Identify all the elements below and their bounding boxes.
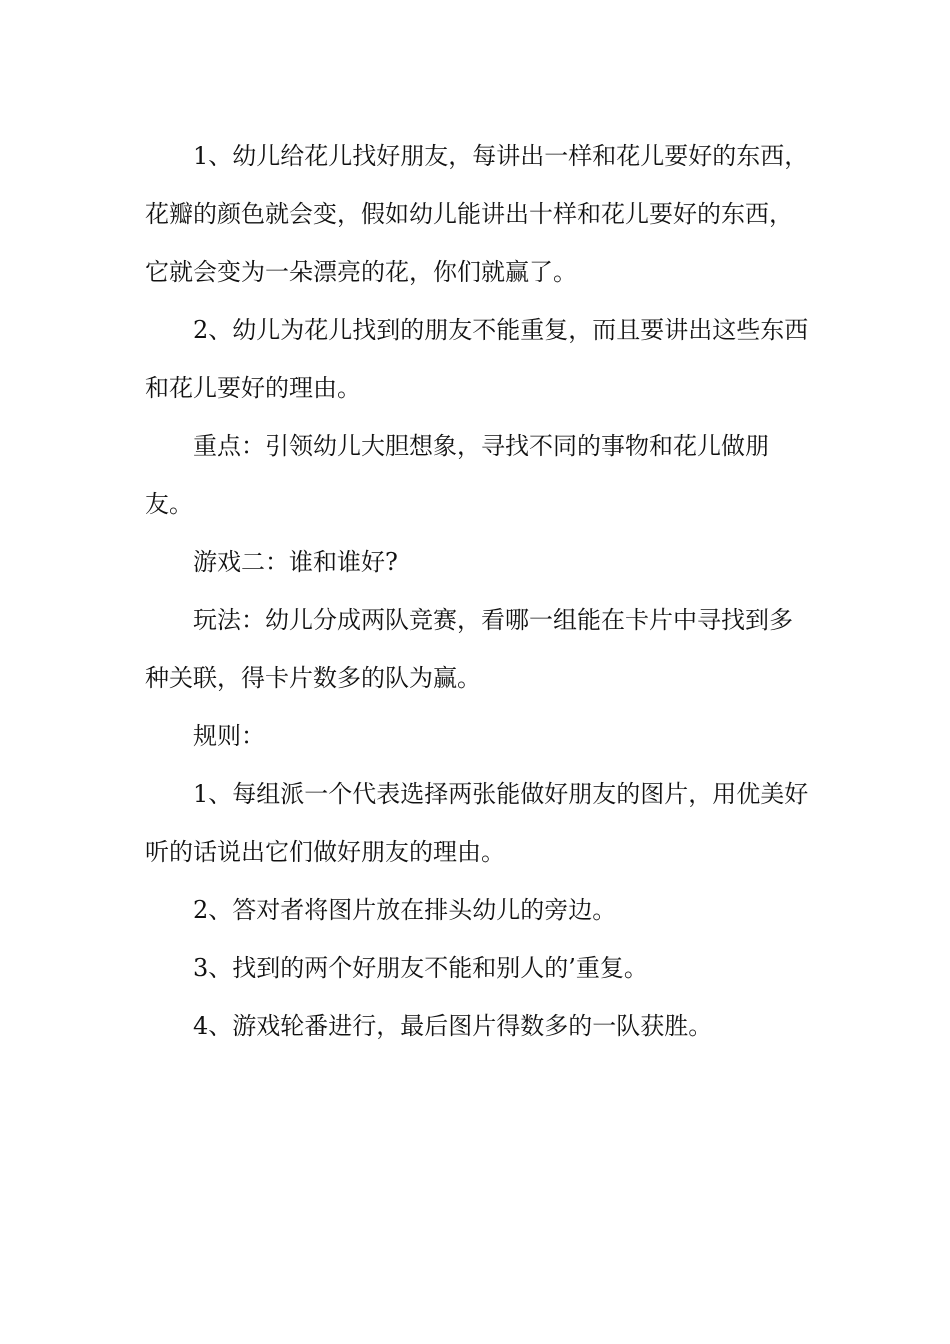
paragraph-game-two-rule-4: 4、游戏轮番进行，最后图片得数多的一队获胜。 (193, 1012, 713, 1040)
paragraph-game-two-title: 游戏二：谁和谁好? (193, 548, 398, 576)
paragraph-game-two-rule-3: 3、找到的两个好朋友不能和别人的’重复。 (193, 954, 648, 982)
paragraph-game-two-rule-2: 2、答对者将图片放在排头幼儿的旁边。 (193, 896, 617, 924)
document-body (145, 127, 810, 1055)
paragraph-game-two-rule-1: 1、每组派一个代表选择两张能做好朋友的图片，用优美好听的话说出它们做好朋友的理由。 (145, 780, 809, 866)
paragraph-rule-2: 2、幼儿为花儿找到的朋友不能重复，而且要讲出这些东西和花儿要好的理由。 (145, 316, 809, 402)
paragraph-rule-1: 1、幼儿给花儿找好朋友，每讲出一样和花儿要好的东西，花瓣的颜色就会变，假如幼儿能讲出十样和花儿要好的东西，它就会变为一朵漂亮的花，你们就赢了。 (145, 142, 809, 286)
paragraph-rules-heading: 规则： (193, 722, 265, 750)
paragraph-gameplay: 玩法：幼儿分成两队竞赛，看哪一组能在卡片中寻找到多种关联，得卡片数多的队为赢。 (145, 606, 793, 692)
paragraph-key-point: 重点：引领幼儿大胆想象，寻找不同的事物和花儿做朋友。 (145, 432, 769, 518)
